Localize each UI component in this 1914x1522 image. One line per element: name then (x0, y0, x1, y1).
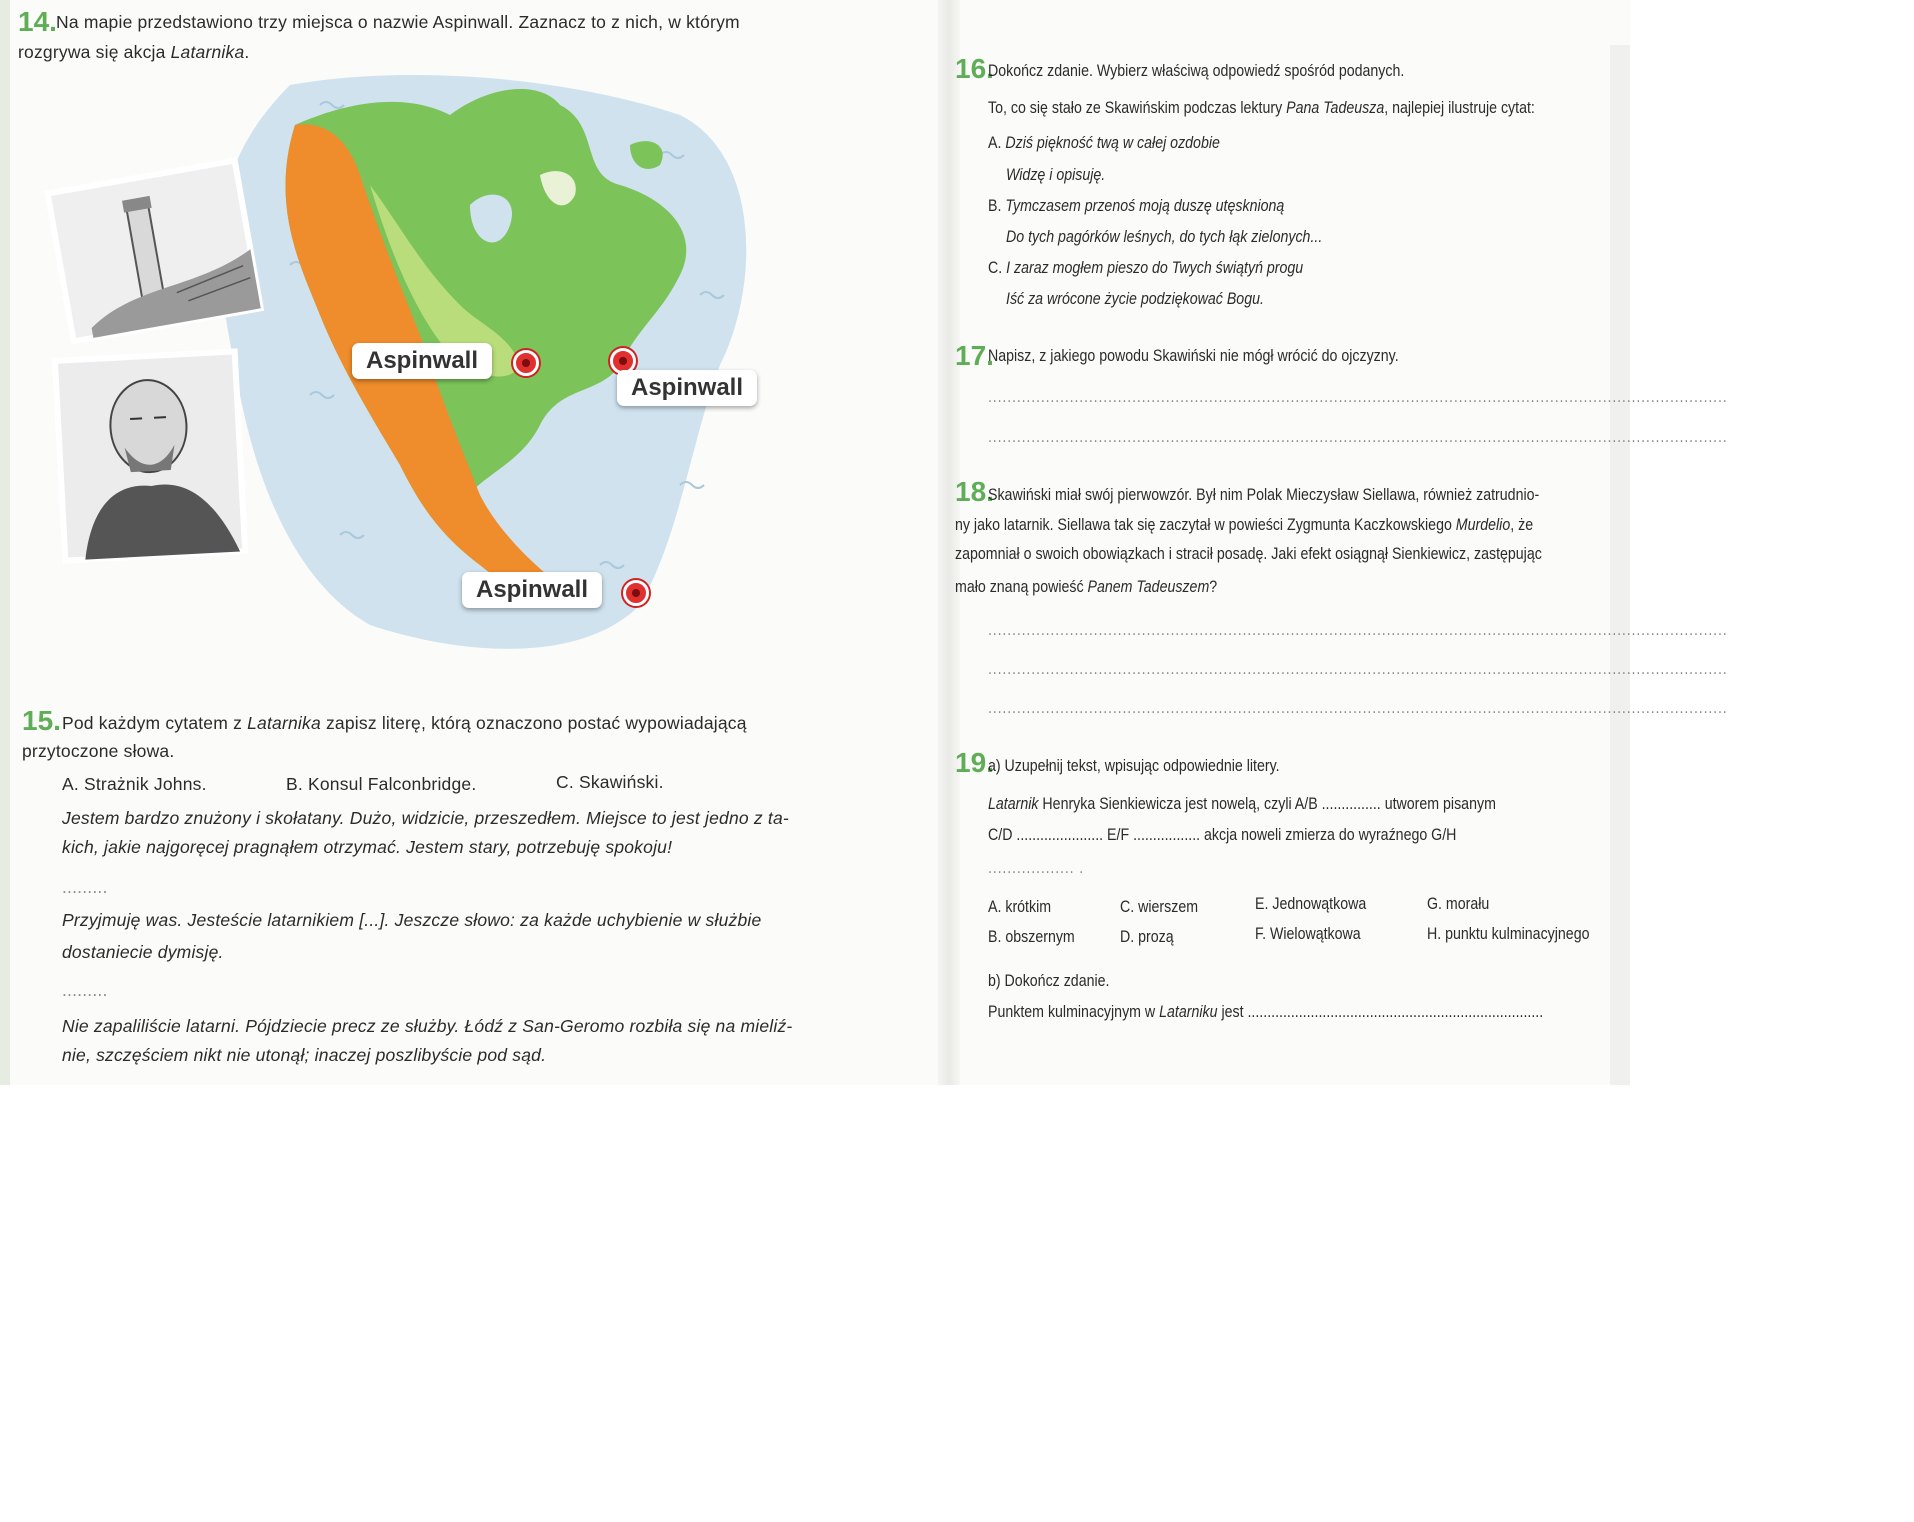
exercise-number-18: 18. (955, 476, 994, 507)
q18-line4: mało znaną powieść Panem Tadeuszem? (955, 578, 1218, 596)
q19-fill-line2: C/D ...................... E/F ................. akcja noweli zmierza do wyraźnego G/H (988, 826, 1457, 844)
q17-answer-line-1[interactable]: .......................................................................................................................................................... (988, 388, 1728, 406)
exercise-number-15: 15. (22, 705, 61, 736)
page-gutter (938, 0, 960, 1085)
q15-quote1-line2: kich, jakie najgoręcej pragnąłem otrzymać. Jestem stary, potrzebuję spokoju! (62, 837, 673, 857)
q15-quote3-line2: nie, szczęściem nikt nie utonął; inaczej poszlibyście pod sąd. (62, 1045, 547, 1065)
page-edge-right (1610, 45, 1630, 1085)
q16-option-a-line2: Widzę i opisuję. (1006, 166, 1106, 184)
q18-line1: Skawiński miał swój pierwowzór. Był nim Polak Mieczysław Siellawa, również zatrudnio- (988, 486, 1540, 504)
q19-fill-line3[interactable]: .................. . (988, 859, 1085, 877)
q16-instruction: Dokończ zdanie. Wybierz właściwą odpowiedź spośród podanych. (988, 62, 1405, 80)
q19-option-a: A. krótkim (988, 898, 1052, 916)
q15-answer-blank-2[interactable]: ......... (62, 980, 108, 1000)
q15-quote2-line1: Przyjmuję was. Jesteście latarnikiem [...]. Jeszcze słowo: za każde uchybienie w służbie (62, 910, 762, 930)
page-edge-left (0, 0, 10, 1085)
q19-option-h: H. punktu kulminacyjnego (1427, 925, 1590, 943)
q14-line1: Na mapie przedstawiono trzy miejsca o nazwie Aspinwall. Zaznacz to z nich, w którym (56, 12, 740, 32)
exercise-number-19: 19. (955, 747, 994, 778)
q19-option-e: E. Jednowątkowa (1255, 895, 1367, 913)
q19-option-d: D. prozą (1120, 928, 1174, 946)
q15-line2: przytoczone słowa. (22, 741, 175, 761)
q15-option-b: B. Konsul Falconbridge. (286, 774, 477, 794)
q16-option-b-line2: Do tych pagórków leśnych, do tych łąk zielonych... (1006, 228, 1323, 246)
q17-text: Napisz, z jakiego powodu Skawiński nie mógł wrócić do ojczyzny. (988, 347, 1399, 365)
map-label-aspinwall-west[interactable]: Aspinwall (352, 343, 492, 379)
q15-quote1-line1: Jestem bardzo znużony i skołatany. Dużo, widzicie, przeszedłem. Miejsce to jest jedno z ta- (62, 808, 789, 828)
q19-b-sentence: Punktem kulminacyjnym w Latarniku jest ........................................................................... (988, 1003, 1544, 1021)
q17-answer-line-2[interactable]: .......................................................................................................................................................... (988, 428, 1728, 446)
q18-answer-line-3[interactable]: .......................................................................................................................................................... (988, 699, 1728, 717)
q19-b-instruction: b) Dokończ zdanie. (988, 972, 1110, 990)
q16-stem: To, co się stało ze Skawińskim podczas lektury Pana Tadeusza, najlepiej ilustruje cytat: (988, 99, 1535, 117)
q19-option-b: B. obszernym (988, 928, 1075, 946)
q18-answer-line-1[interactable]: .......................................................................................................................................................... (988, 621, 1728, 639)
q15-quote2-line2: dostaniecie dymisję. (62, 942, 224, 962)
map-pin-south[interactable] (623, 580, 649, 606)
exercise-number-16: 16. (955, 53, 994, 84)
q19-option-g: G. morału (1427, 895, 1490, 913)
q15-option-a: A. Strażnik Johns. (62, 774, 207, 794)
q19-a-instruction: a) Uzupełnij tekst, wpisując odpowiednie litery. (988, 757, 1280, 775)
exercise-number-17: 17. (955, 340, 994, 371)
q16-option-c: C. I zaraz mogłem pieszo do Twych świątyń progu (988, 259, 1304, 277)
map-label-aspinwall-east[interactable]: Aspinwall (617, 370, 757, 406)
q18-line2: ny jako latarnik. Siellawa tak się zaczytał w powieści Zygmunta Kaczkowskiego Murdelio, że (955, 516, 1534, 534)
q19-fill-line1: Latarnik Henryka Sienkiewicza jest nowelą, czyli A/B ............... utworem pisanym (988, 795, 1496, 813)
q15-line1: Pod każdym cytatem z Latarnika zapisz literę, którą oznaczono postać wypowiadającą (62, 713, 747, 733)
q19-option-f: F. Wielowątkowa (1255, 925, 1361, 943)
q14-line2: rozgrywa się akcja Latarnika. (18, 42, 250, 62)
q15-answer-blank-1[interactable]: ......... (62, 877, 108, 897)
exercise-number-14: 14. (18, 6, 57, 37)
q15-option-c: C. Skawiński. (556, 772, 664, 792)
q19-option-c: C. wierszem (1120, 898, 1199, 916)
q16-option-c-line2: Iść za wrócone życie podziękować Bogu. (1006, 290, 1264, 308)
q18-line3: zapomniał o swoich obowiązkach i stracił posadę. Jaki efekt osiągnął Sienkiewicz, zastępując (955, 545, 1542, 563)
q18-answer-line-2[interactable]: .......................................................................................................................................................... (988, 660, 1728, 678)
q16-option-a: A. Dziś piękność twą w całej ozdobie (988, 134, 1220, 152)
map-label-aspinwall-south[interactable]: Aspinwall (462, 572, 602, 608)
q15-quote3-line1: Nie zapaliliście latarni. Pójdziecie precz ze służby. Łódź z San-Geromo rozbiła się na mieliź- (62, 1016, 793, 1036)
map-pin-west[interactable] (513, 350, 539, 376)
q16-option-b: B. Tymczasem przenoś moją duszę utęsknioną (988, 197, 1285, 215)
